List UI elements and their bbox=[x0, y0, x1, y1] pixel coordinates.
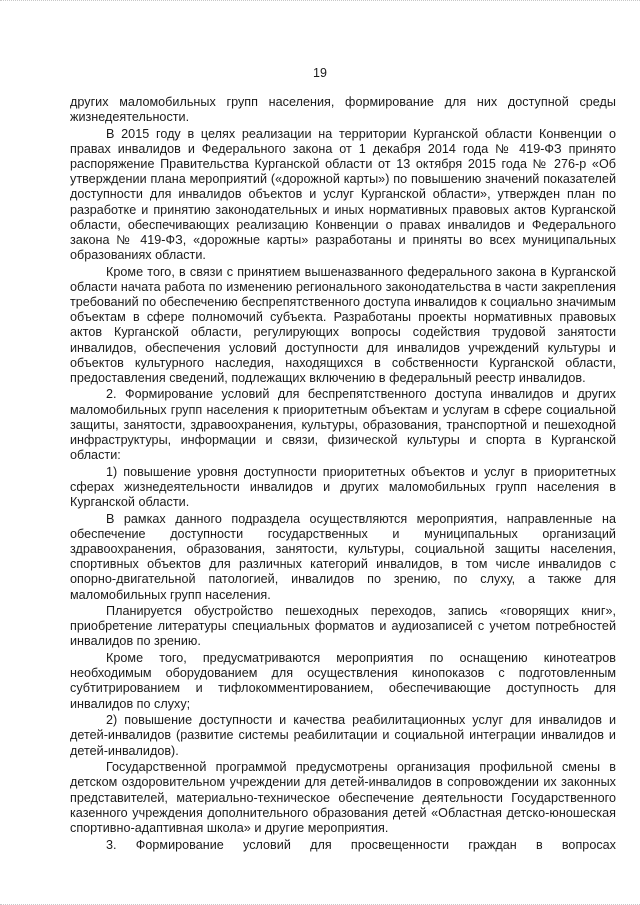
paragraph: Кроме того, предусматриваются мероприятия по оснащению кинотеатров необходимым оборудованием для осуществления кинопоказов с подготовленным субтитрированием и тифлокомментированием, обеспечивающие доступность для инвалидов по слуху; bbox=[70, 651, 616, 711]
paragraph: В рамках данного подраздела осуществляются мероприятия, направленные на обеспечение доступности государственных и муниципальных организаций здравоохранения, образования, занятости, культуры, социальной защиты населения, спортивных объектов для различных категорий инвалидов, в том числе инвалидов с опорно-двигательной патологией, инвалидов по зрению, по слуху, а также для маломобильных групп населения. bbox=[70, 511, 616, 602]
page-number: 19 bbox=[313, 66, 327, 80]
scan-edge-top bbox=[0, 0, 640, 7]
paragraph-truncated: 3. Формирование условий для просвещенности граждан в вопросах bbox=[106, 837, 616, 852]
paragraph-continuation: других маломобильных групп населения, формирование для них доступной среды жизнедеятельности. bbox=[70, 95, 616, 125]
paragraph: В 2015 году в целях реализации на территории Курганской области Конвенции о правах инвалидов и Федерального закона от 1 декабря 2014 года № 419-ФЗ принято распоряжение Правительства Курганской области от 13 октября 2015 года № 276-р «Об утверждении плана мероприятий («дорожной карты») по повышению значений показателей доступности для инвалидов объектов и услуг Курганской области», утвержден план по разработке и принятию законодательных и иных нормативных правовых актов Курганской области, обеспечивающих реализацию Конвенции о правах инвалидов и Федерального закона № 419-ФЗ, «дорожные карты» разработаны и приняты во всех муниципальных образованиях области. bbox=[70, 126, 616, 263]
scan-edge-bottom bbox=[0, 898, 640, 905]
document-body bbox=[70, 95, 616, 854]
paragraph: Кроме того, в связи с принятием вышеназванного федерального закона в Курганской области начата работа по изменению регионального законодательства в части закрепления требований по обеспечению беспрепятственного доступа инвалидов к социально значимым объектам в сфере полномочий субъекта. Разработаны проекты нормативных правовых актов Курганской области, регулирующих вопросы содействия трудовой занятости инвалидов, обеспечения условий доступности для инвалидов учреждений культуры и объектов культурного наследия, находящихся в собственности Курганской области, предоставления сведений, подлежащих включению в федеральный реестр инвалидов. bbox=[70, 264, 616, 385]
paragraph: 1) повышение уровня доступности приоритетных объектов и услуг в приоритетных сферах жизнедеятельности инвалидов и других маломобильных групп населения в Курганской области. bbox=[70, 464, 616, 510]
paragraph: Государственной программой предусмотрены организация профильной смены в детском оздоровительном учреждении для детей-инвалидов в сопровождении их законных представителей, материально-техническое обеспечение деятельности Государственного казенного учреждения дополнительного образования детей «Областная детско-юношеская спортивно-адаптивная школа» и другие мероприятия. bbox=[70, 760, 616, 835]
paragraph: 2. Формирование условий для беспрепятственного доступа инвалидов и других маломобильных групп населения к приоритетным объектам и услугам в сфере социальной защиты, занятости, здравоохранения, культуры, образования, транспортной и пешеходной инфраструктуры, информации и связи, физической культуры и спорта в Курганской области: bbox=[70, 387, 616, 463]
paragraph: 2) повышение доступности и качества реабилитационных услуг для инвалидов и детей-инвалидов (развитие системы реабилитации и социальной интеграции инвалидов и детей-инвалидов). bbox=[70, 713, 616, 758]
paragraph: Планируется обустройство пешеходных переходов, запись «говорящих книг», приобретение литературы специальных форматов и аудиозаписей с учетом потребностей инвалидов по зрению. bbox=[70, 604, 616, 649]
